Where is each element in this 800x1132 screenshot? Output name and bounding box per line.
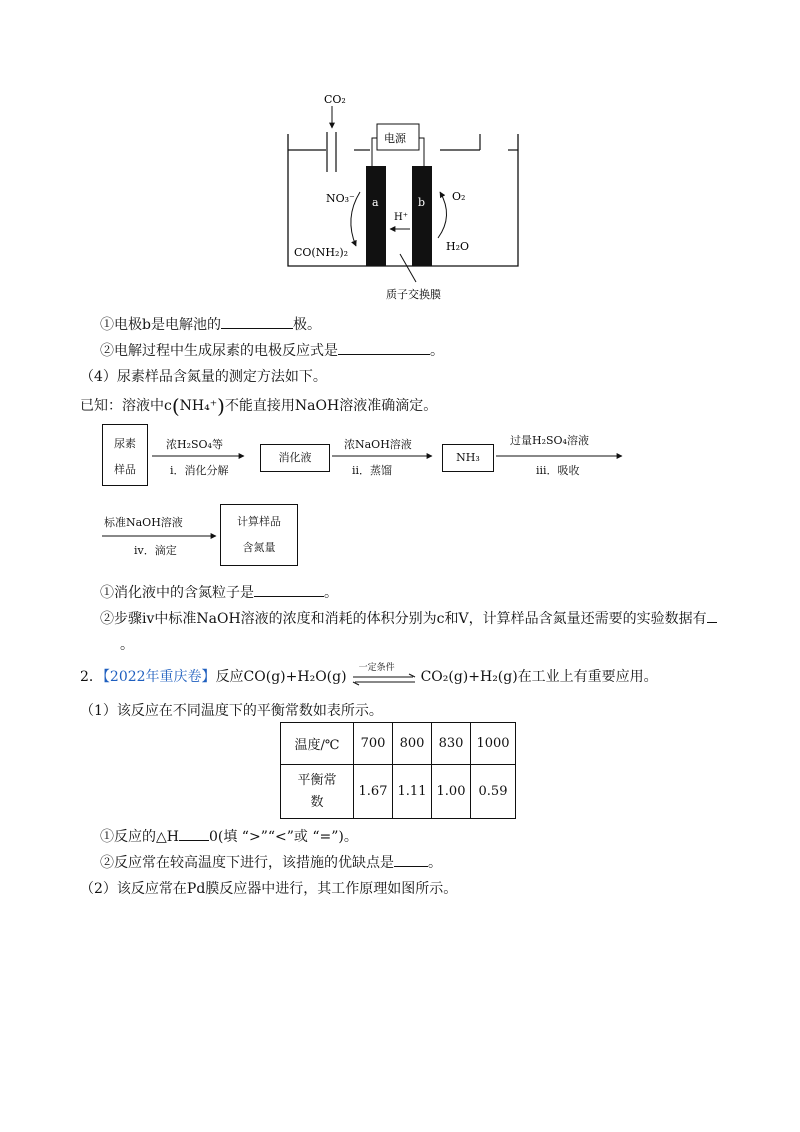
equilibrium-constant-table (280, 722, 516, 819)
question-2-part-1: （1）该反应在不同温度下的平衡常数如表所示。 (80, 703, 383, 719)
answer-blank[interactable] (254, 582, 324, 597)
table-header-constant: 平衡常 数 (281, 765, 354, 819)
flow-box-nh3: NH₃ (442, 444, 494, 472)
question-2-part-2: （2）该反应常在Pd膜反应器中进行，其工作原理如图所示。 (80, 881, 458, 897)
table-cell: 830 (432, 723, 471, 765)
reversible-arrow: 一定条件 (351, 670, 417, 684)
table-cell: 700 (354, 723, 393, 765)
table-cell: 1.00 (432, 765, 471, 819)
co2-label: CO₂ (324, 93, 346, 106)
step2-reagent: 浓NaOH溶液 (344, 438, 412, 451)
table-cell: 800 (393, 723, 432, 765)
flow-box-urea-sample: 尿素 样品 (102, 424, 148, 486)
question-merits: ②反应常在较高温度下进行，该措施的优缺点是 。 (100, 852, 442, 872)
step3-label: iii．吸收 (536, 464, 580, 477)
h2o-label: H₂O (446, 240, 470, 253)
answer-blank[interactable] (394, 852, 428, 867)
electrode-a-label: a (372, 196, 379, 209)
flow-box-calculate: 计算样品 含氮量 (220, 504, 298, 566)
question-experimental-data: ②步骤iv中标准NaOH溶液的浓度和消耗的体积分别为c和V，计算样品含氮量还需要的实验数据有 (100, 608, 717, 628)
urea-label: CO(NH₂)₂ (294, 246, 349, 259)
step4-reagent: 标准NaOH溶液 (104, 516, 183, 529)
known-condition: 已知：溶液中c(NH₄⁺)不能直接用NaOH溶液准确滴定。 (80, 394, 438, 418)
answer-blank[interactable] (707, 608, 717, 623)
question-experimental-data-cont: 。 (120, 637, 134, 653)
question-electrode-b: ①电极b是电解池的 极。 (100, 314, 321, 334)
table-row (281, 723, 516, 765)
source-tag: 【2022年重庆卷】 (102, 669, 216, 685)
step1-reagent: 浓H₂SO₄等 (166, 438, 223, 451)
o2-label: O₂ (452, 190, 466, 203)
membrane-label: 质子交换膜 (386, 288, 441, 301)
table-header-temperature: 温度/℃ (281, 723, 354, 765)
answer-blank[interactable] (179, 826, 209, 841)
question-electrode-reaction: ②电解过程中生成尿素的电极反应式是 。 (100, 340, 444, 360)
part-4-heading: （4）尿素样品含氮量的测定方法如下。 (80, 369, 327, 385)
no3-label: NO₃⁻ (326, 192, 355, 205)
table-cell: 1000 (471, 723, 516, 765)
question-nitrogen-particle: ①消化液中的含氮粒子是 。 (100, 582, 338, 602)
flow-box-digest: 消化液 (260, 444, 330, 472)
table-cell: 1.11 (393, 765, 432, 819)
equilibrium-arrow-icon (351, 672, 417, 686)
question-delta-h: ①反应的△H 0(填 “>”“<”或 “=”)。 (100, 826, 358, 846)
electrode-b-label: b (418, 196, 426, 209)
table-cell: 0.59 (471, 765, 516, 819)
step3-reagent: 过量H₂SO₄溶液 (510, 434, 589, 447)
step4-label: iv．滴定 (134, 544, 177, 557)
power-label: 电源 (384, 132, 406, 145)
table-row (281, 765, 516, 819)
step2-label: ii．蒸馏 (352, 464, 393, 477)
question-2-stem: 2．【2022年重庆卷】反应CO(g)+H₂O(g) 一定条件 CO₂(g)+H₂(g)在工业上有重要应用。 (80, 663, 658, 685)
step1-label: i．消化分解 (170, 464, 229, 477)
hplus-label: H⁺ (394, 212, 408, 223)
table-cell: 1.67 (354, 765, 393, 819)
